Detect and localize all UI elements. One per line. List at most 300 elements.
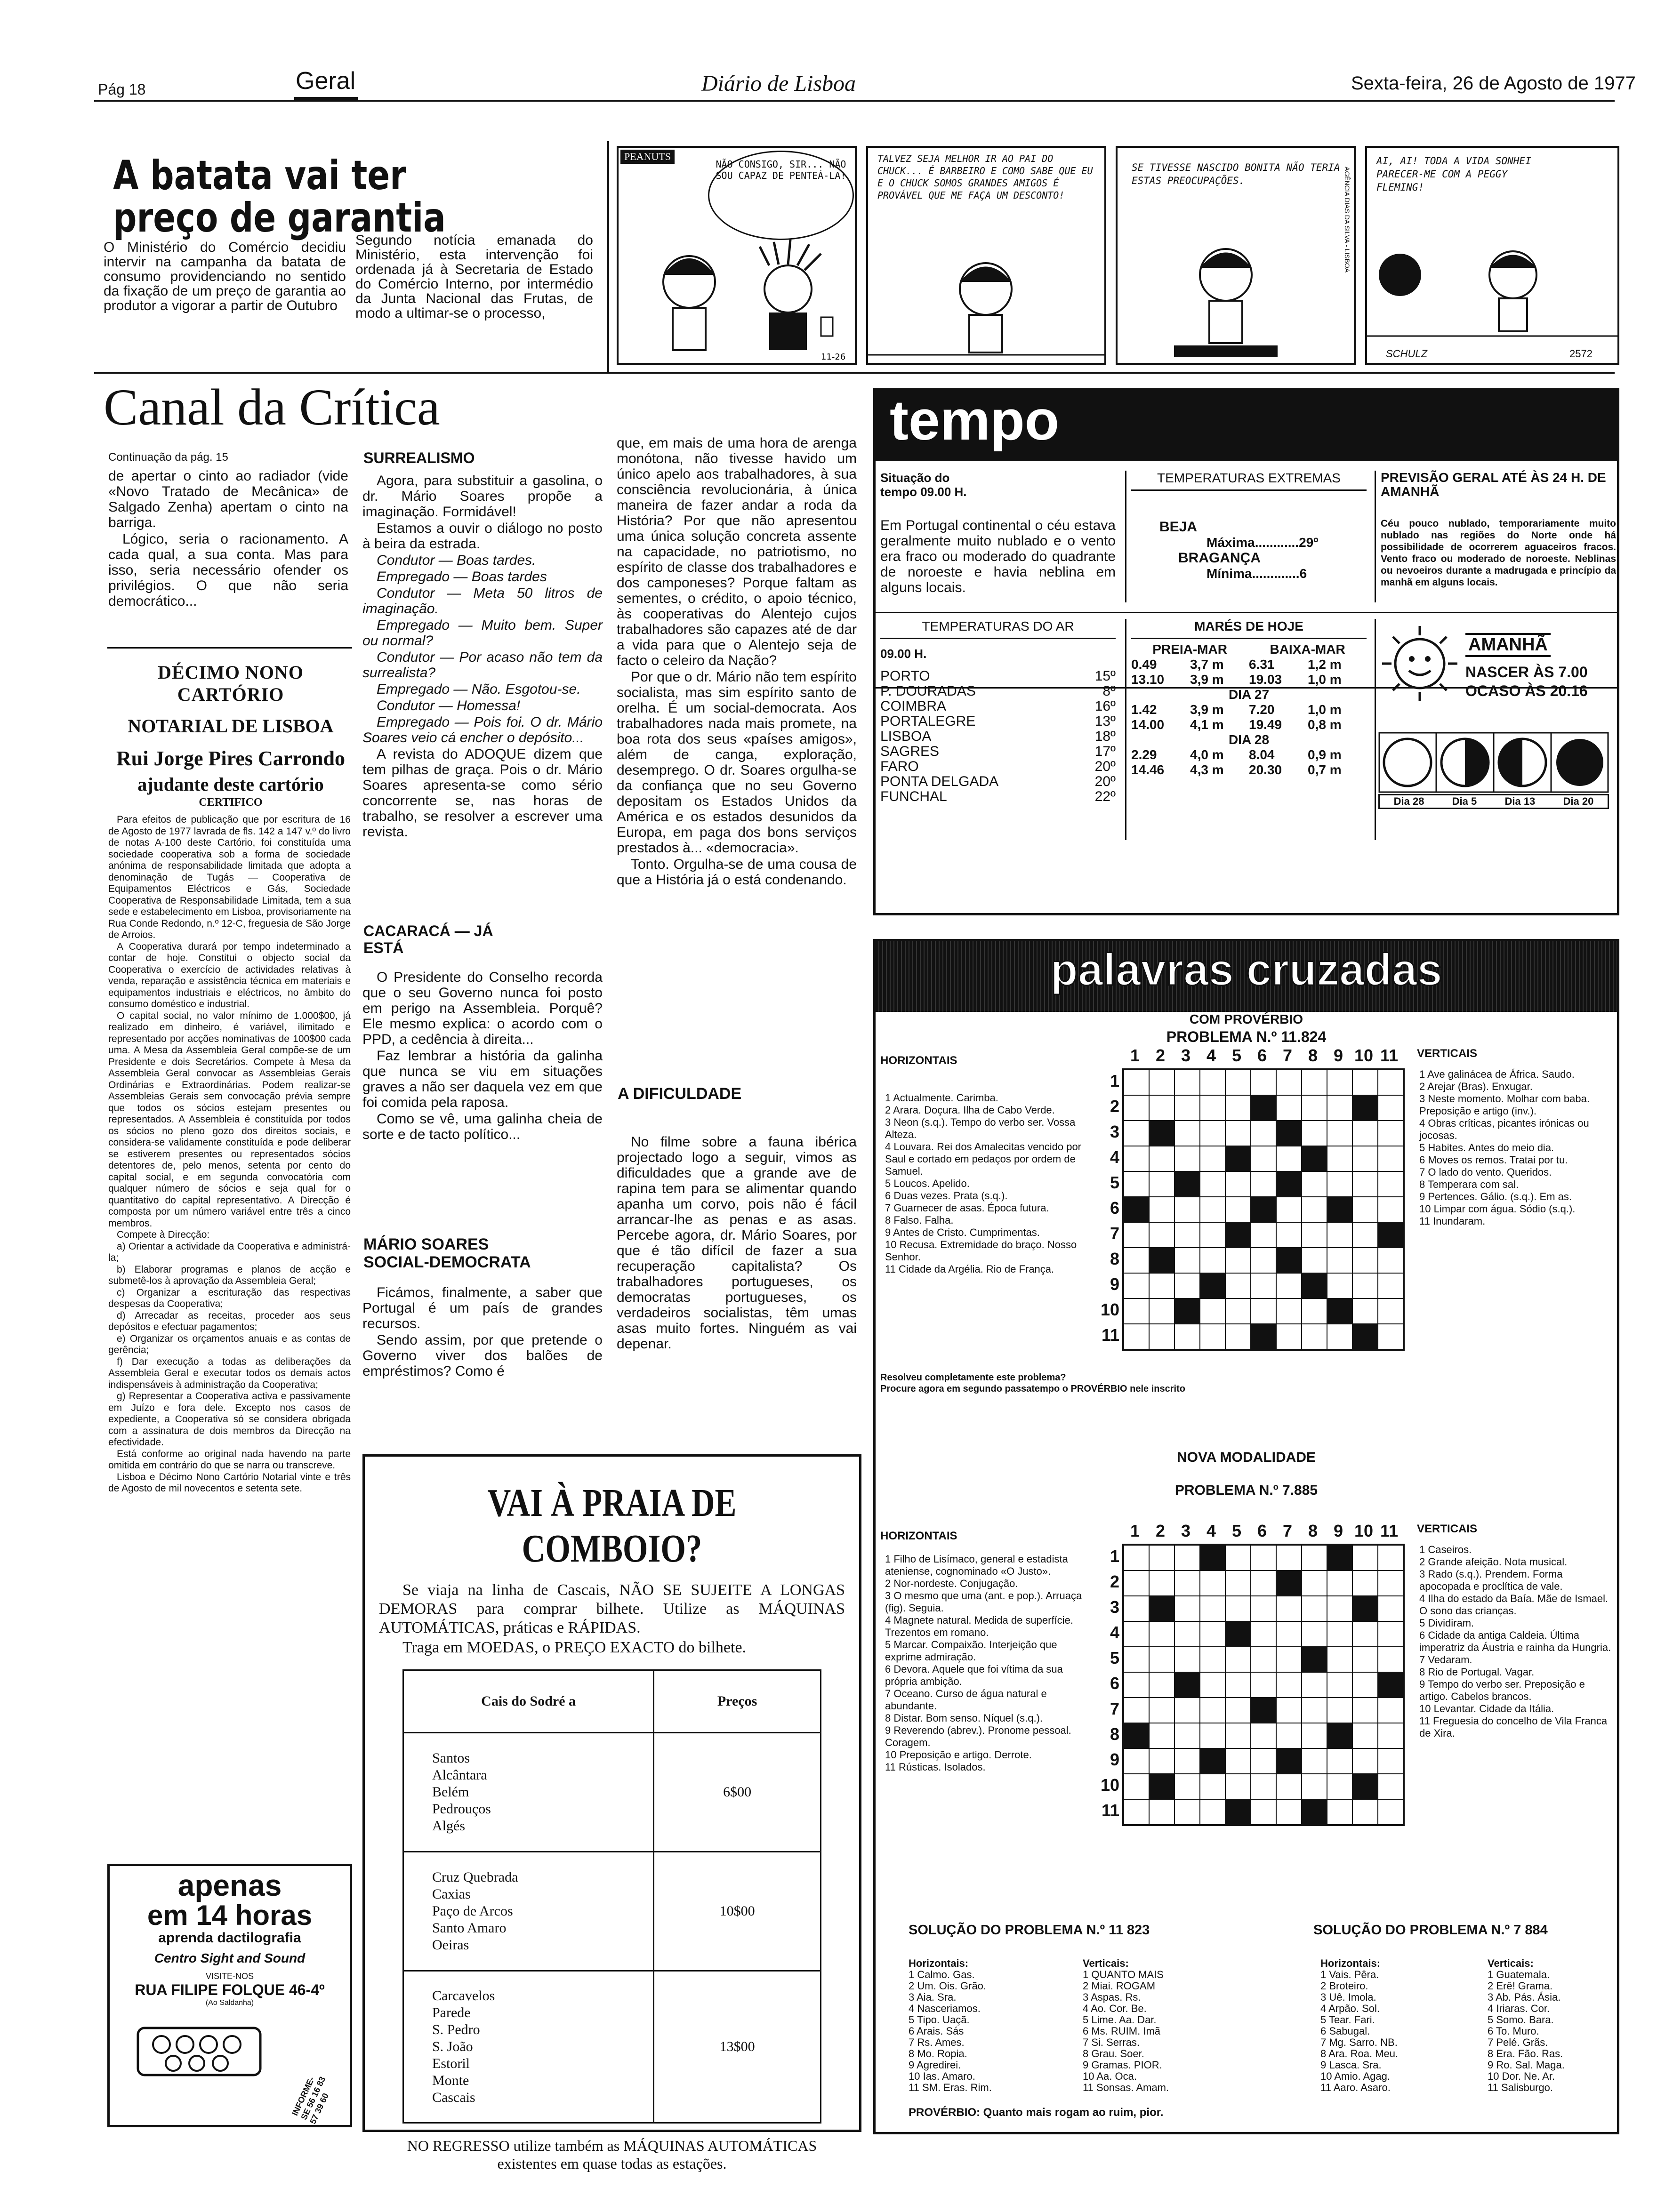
price-row: Cruz Quebrada Caxias Paço de Arcos Santo Amaro Oeiras 10$00	[403, 1852, 821, 1971]
grid-cell[interactable]	[1327, 1298, 1352, 1324]
grid-cell[interactable]	[1276, 1070, 1302, 1095]
grid-cell[interactable]	[1149, 1723, 1174, 1748]
grid-cell[interactable]	[1200, 1672, 1225, 1698]
p2-subtitle: NOVA MODALIDADE	[1177, 1450, 1316, 1465]
grid-cell[interactable]	[1124, 1095, 1149, 1121]
grid-cell[interactable]	[1174, 1672, 1200, 1698]
grid-cell[interactable]	[1378, 1171, 1403, 1197]
grid-cell[interactable]	[1200, 1222, 1225, 1248]
grid-cell[interactable]	[1174, 1146, 1200, 1171]
grid-cell[interactable]	[1124, 1248, 1149, 1273]
grid-cell[interactable]	[1276, 1774, 1302, 1799]
grid-cell[interactable]	[1352, 1647, 1378, 1672]
grid-cell[interactable]	[1378, 1748, 1403, 1774]
grid-cell[interactable]	[1200, 1748, 1225, 1774]
grid-cell[interactable]	[1149, 1222, 1174, 1248]
grid-cell[interactable]	[1174, 1698, 1200, 1723]
grid-cell[interactable]	[1251, 1571, 1276, 1596]
header-rule	[94, 100, 1615, 102]
grid-cell[interactable]	[1149, 1647, 1174, 1672]
grid-cell[interactable]	[1302, 1571, 1327, 1596]
grid-cell[interactable]	[1200, 1647, 1225, 1672]
grid-cell[interactable]	[1378, 1621, 1403, 1647]
comic-text-3: SE TIVESSE NASCIDO BONITA NÃO TERIA ESTAS PREOCUPAÇÕES.	[1132, 162, 1340, 186]
grid-cell[interactable]	[1378, 1095, 1403, 1121]
grid-cell[interactable]	[1251, 1723, 1276, 1748]
grid-cell[interactable]	[1302, 1748, 1327, 1774]
grid-cell[interactable]	[1200, 1095, 1225, 1121]
grid-cell[interactable]	[1352, 1298, 1378, 1324]
grid-cell[interactable]	[1302, 1146, 1327, 1171]
grid-cell[interactable]	[1276, 1095, 1302, 1121]
grid-cell[interactable]	[1378, 1146, 1403, 1171]
grid-cell[interactable]	[1174, 1171, 1200, 1197]
grid-cell[interactable]	[1225, 1774, 1251, 1799]
grid-cell[interactable]	[1378, 1723, 1403, 1748]
grid-cell[interactable]	[1225, 1621, 1251, 1647]
ar-row: PONTA DELGADA 20º	[880, 774, 1116, 789]
grid-cell[interactable]	[1327, 1171, 1352, 1197]
ad-visite: VISITE-NOS	[205, 1972, 254, 1981]
grid-cell[interactable]	[1302, 1298, 1327, 1324]
cacaraca-body: O Presidente do Conselho recorda que o seu Governo nunca foi posto em perigo na Assembleia. Porquê? Ele mesmo explica: o acordo com o PPD, a cedência à direita... Faz lembrar a história da galinha que nunca se viu em situações graves a não ser daquela vez em que foi comida pela raposa. Como se vê, uma galinha cheia de sorte e de tacto político...	[362, 970, 603, 1142]
grid-cell[interactable]	[1174, 1324, 1200, 1349]
grid-cell[interactable]	[1149, 1698, 1174, 1723]
grid-cell[interactable]	[1124, 1298, 1149, 1324]
crossword-grid-2[interactable]	[1122, 1544, 1405, 1826]
grid-cell[interactable]	[1174, 1273, 1200, 1298]
grid-cell[interactable]	[1251, 1121, 1276, 1146]
grid-cell[interactable]	[1251, 1248, 1276, 1273]
grid-cell[interactable]	[1327, 1748, 1352, 1774]
grid-cell[interactable]	[1378, 1298, 1403, 1324]
grid-cell[interactable]	[1352, 1596, 1378, 1621]
h-cacaraca: CACARACÁ — JÁ ESTÁ	[363, 922, 493, 956]
grid-cell[interactable]	[1225, 1647, 1251, 1672]
grid-cell[interactable]	[1327, 1672, 1352, 1698]
grid-cell[interactable]	[1174, 1774, 1200, 1799]
grid-cell[interactable]	[1225, 1698, 1251, 1723]
grid-cell[interactable]	[1225, 1723, 1251, 1748]
grid-cell[interactable]	[1352, 1799, 1378, 1825]
grid-cell[interactable]	[1124, 1748, 1149, 1774]
grid-cell[interactable]	[1225, 1070, 1251, 1095]
sol2-title: SOLUÇÃO DO PROBLEMA N.º 7 884	[1313, 1923, 1548, 1938]
grid-cell[interactable]	[1276, 1571, 1302, 1596]
grid-cell[interactable]	[1378, 1774, 1403, 1799]
tempo-title: tempo	[890, 389, 1059, 452]
grid-cell[interactable]	[1302, 1121, 1327, 1146]
dificuldade-body: No filme sobre a fauna ibérica projectado logo a seguir, vimos as dificuldades que a grande ave de rapina tem para se alimentar quando apanha um corvo, pois não é fácil arrancar-lhe as penas e as asas. Percebe agora, dr. Mário Soares, por que é tão difícil de fazer a sua recuperação capitalista? Os trabalhadores portugueses, os democratas portugueses, os verdadeiros socialistas, têm umas asas muito fortes. Ninguém as vai depenar.	[617, 1134, 857, 1352]
grid-cell[interactable]	[1200, 1698, 1225, 1723]
grid-cell[interactable]	[1352, 1774, 1378, 1799]
grid-cell[interactable]	[1251, 1698, 1276, 1723]
grid-cell[interactable]	[1276, 1298, 1302, 1324]
grid-cell[interactable]	[1302, 1197, 1327, 1222]
p1-question: Resolveu completamente este problema? Procure agora em segundo passatempo o PROVÉRBIO nele inscrito	[880, 1372, 1185, 1394]
grid-cell[interactable]	[1302, 1672, 1327, 1698]
grid-cell[interactable]	[1149, 1799, 1174, 1825]
grid-cell[interactable]	[1174, 1545, 1200, 1571]
ar-row: SAGRES 17º	[880, 744, 1116, 759]
p2-vert-label: VERTICAIS	[1417, 1523, 1478, 1535]
grid-cell[interactable]	[1225, 1748, 1251, 1774]
page-number: Pág 18	[98, 81, 146, 98]
grid-cell[interactable]	[1149, 1197, 1174, 1222]
mare-row: 2.29 4,0 m 8.04 0,9 m	[1131, 747, 1342, 762]
p2-vertical-clues: 1 Caseiros. 2 Grande afeição. Nota musical. 3 Rado (s.q.). Prendem. Forma apocopada e proclítica de vale. 4 Ilha do estado da Baía. Mãe de Ismael. O sono das crianças. 5 Dividiram. 6 Cidade da antiga Caldeia. Última imperatriz da Áustria e rainha da Hungria. 7 Vedaram. 8 Rio de Portugal. Vagar. 9 Tempo do verbo ser. Preposição e artigo. Cabelos brancos. 10 Levantar. Cidade da Itália. 11 Freguesia do concelho de Vila Franca de Xira.	[1419, 1544, 1611, 1739]
grid-cell[interactable]	[1352, 1171, 1378, 1197]
price-row: Carcavelos Parede S. Pedro S. João Estoril Monte Cascais 13$00	[403, 1971, 821, 2123]
grid-cell[interactable]	[1327, 1723, 1352, 1748]
grid-cell[interactable]	[1124, 1070, 1149, 1095]
comic-bubble-1: NÃO CONSIGO, SIR... NÃO SOU CAPAZ DE PENTEÁ-LA!	[708, 151, 854, 240]
canal-title: Canal da Crítica	[104, 378, 440, 436]
grid-cell[interactable]	[1276, 1273, 1302, 1298]
grid-cell[interactable]	[1200, 1171, 1225, 1197]
grid-cell[interactable]	[1200, 1596, 1225, 1621]
canal-continuation: Continuação da pág. 15	[108, 451, 228, 464]
grid-cell[interactable]	[1327, 1647, 1352, 1672]
comic-text-2: TALVEZ SEJA MELHOR IR AO PAI DO CHUCK... É BARBEIRO E COMO SABE QUE EU E O CHUCK SOMOS GRANDES AMIGOS É PROVÁVEL QUE ME FAÇA UM DESCONTO!	[877, 153, 1093, 201]
grid-cell[interactable]	[1327, 1248, 1352, 1273]
grid-cell[interactable]	[1200, 1146, 1225, 1171]
grid-cell[interactable]	[1149, 1571, 1174, 1596]
grid-cell[interactable]	[1302, 1095, 1327, 1121]
grid-cell[interactable]	[1174, 1799, 1200, 1825]
grid-cell[interactable]	[1327, 1324, 1352, 1349]
grid-cell[interactable]	[1378, 1799, 1403, 1825]
grid-cell[interactable]	[1251, 1324, 1276, 1349]
h-surrealismo: SURREALISMO	[363, 449, 475, 466]
grid-cell[interactable]	[1200, 1799, 1225, 1825]
grid-cell[interactable]	[1327, 1799, 1352, 1825]
grid-cell[interactable]	[1149, 1324, 1174, 1349]
grid-cell[interactable]	[1200, 1723, 1225, 1748]
grid-cell[interactable]	[1302, 1324, 1327, 1349]
grid-cell[interactable]	[1124, 1222, 1149, 1248]
grid-cell[interactable]	[1302, 1070, 1327, 1095]
masthead: Diário de Lisboa	[701, 71, 856, 96]
grid-cell[interactable]	[1327, 1146, 1352, 1171]
grid-cell[interactable]	[1352, 1273, 1378, 1298]
grid-cell[interactable]	[1124, 1197, 1149, 1222]
ad-line2: em 14 horas	[147, 1899, 313, 1931]
grid-cell[interactable]	[1302, 1273, 1327, 1298]
grid-cell[interactable]	[1174, 1723, 1200, 1748]
grid-cell[interactable]	[1225, 1222, 1251, 1248]
grid-cell[interactable]	[1276, 1171, 1302, 1197]
grid-cell[interactable]	[1124, 1647, 1149, 1672]
grid-cell[interactable]	[1124, 1596, 1149, 1621]
grid-cell[interactable]	[1225, 1121, 1251, 1146]
grid-cell[interactable]	[1124, 1545, 1149, 1571]
grid-cell[interactable]	[1378, 1647, 1403, 1672]
grid-cell[interactable]	[1378, 1545, 1403, 1571]
grid-cell[interactable]	[1302, 1774, 1327, 1799]
grid-cell[interactable]	[1251, 1197, 1276, 1222]
grid-cell[interactable]	[1251, 1774, 1276, 1799]
top-section-divider	[94, 372, 1615, 374]
situacao-col: Situação do tempo 09.00 H. Em Portugal continental o céu estava geralmente muito nublado e o vento era fraco ou moderado do quadrante de noroeste e havia neblina em alguns locais.	[880, 471, 1116, 595]
grid-cell[interactable]	[1378, 1324, 1403, 1349]
grid-cell[interactable]	[1200, 1121, 1225, 1146]
grid-cell[interactable]	[1327, 1222, 1352, 1248]
mare-row: 14.46 4,3 m 20.30 0,7 m	[1131, 762, 1342, 777]
grid-cell[interactable]	[1225, 1571, 1251, 1596]
grid-cell[interactable]	[1276, 1146, 1302, 1171]
grid-cell[interactable]	[1174, 1121, 1200, 1146]
grid-cell[interactable]	[1251, 1146, 1276, 1171]
grid-cell[interactable]	[1352, 1324, 1378, 1349]
mare-row: 14.00 4,1 m 19.49 0,8 m	[1131, 717, 1342, 732]
grid-cell[interactable]	[1276, 1197, 1302, 1222]
grid-cell[interactable]	[1200, 1248, 1225, 1273]
grid-cell[interactable]	[1352, 1672, 1378, 1698]
grid-cell[interactable]	[1302, 1698, 1327, 1723]
grid-cell[interactable]	[1251, 1298, 1276, 1324]
ad-line3: aprenda dactilografia	[158, 1930, 301, 1946]
grid-cell[interactable]	[1251, 1596, 1276, 1621]
comboio-footer: NO REGRESSO utilize também as MÁQUINAS AUTOMÁTICAS existentes em quase todas as estações.	[407, 2137, 817, 2172]
grid-cell[interactable]	[1276, 1596, 1302, 1621]
grid-cell[interactable]	[1327, 1121, 1352, 1146]
grid-cell[interactable]	[1327, 1698, 1352, 1723]
grid-cell[interactable]	[1124, 1324, 1149, 1349]
grid-cell[interactable]	[1327, 1197, 1352, 1222]
grid-cell[interactable]	[1276, 1545, 1302, 1571]
grid-cell[interactable]	[1378, 1121, 1403, 1146]
grid-cell[interactable]	[1352, 1621, 1378, 1647]
comic-credit: AGÊNCIA DIAS DA SILVA - LISBOA	[1343, 167, 1351, 273]
grid-cell[interactable]	[1352, 1146, 1378, 1171]
grid-cell[interactable]	[1149, 1298, 1174, 1324]
grid-cell[interactable]	[1174, 1298, 1200, 1324]
grid-cell[interactable]	[1302, 1647, 1327, 1672]
grid-cell[interactable]	[1251, 1647, 1276, 1672]
grid-cell[interactable]	[1276, 1621, 1302, 1647]
grid-cell[interactable]	[1302, 1171, 1327, 1197]
grid-cell[interactable]	[1124, 1146, 1149, 1171]
grid-cell[interactable]	[1225, 1171, 1251, 1197]
grid-cell[interactable]	[1124, 1121, 1149, 1146]
grid-cell[interactable]	[1276, 1324, 1302, 1349]
grid-cell[interactable]	[1378, 1596, 1403, 1621]
grid-cell[interactable]	[1302, 1222, 1327, 1248]
grid-cell[interactable]	[1124, 1698, 1149, 1723]
grid-cell[interactable]	[1302, 1248, 1327, 1273]
grid-cell[interactable]	[1378, 1248, 1403, 1273]
grid-cell[interactable]	[1174, 1248, 1200, 1273]
grid-cell[interactable]	[1200, 1571, 1225, 1596]
grid-cell[interactable]	[1302, 1596, 1327, 1621]
p1-row-numbers: 1 2 3 4 5 6 7 8 9 10 11	[1100, 1071, 1119, 1345]
grid-cell[interactable]	[1225, 1273, 1251, 1298]
grid-cell[interactable]	[1276, 1248, 1302, 1273]
grid-cell[interactable]	[1124, 1799, 1149, 1825]
grid-cell[interactable]	[1149, 1596, 1174, 1621]
grid-cell[interactable]	[1327, 1621, 1352, 1647]
grid-cell[interactable]	[1174, 1571, 1200, 1596]
grid-cell[interactable]	[1378, 1197, 1403, 1222]
grid-cell[interactable]	[1225, 1545, 1251, 1571]
mares-col: MARÉS DE HOJE PREIA-MAR BAIXA-MAR 0.49 3,7 m 6.31 1,2 m 13.10 3,9 m 19.03 1,0 m DIA 27 1.42 3,9 m 7.20 1,0 m 14.00 4,1 m 19.49 0,8 m DIA 28 2.29 4,0 m 8.04 0,9 m 14.46 4,3 m 20.30 0,7 m	[1125, 619, 1367, 840]
grid-cell[interactable]	[1200, 1324, 1225, 1349]
p2-title: PROBLEMA N.º 7.885	[1174, 1483, 1318, 1498]
grid-cell[interactable]	[1124, 1571, 1149, 1596]
col1-rule	[107, 647, 352, 649]
grid-cell[interactable]	[1149, 1146, 1174, 1171]
grid-cell[interactable]	[1174, 1596, 1200, 1621]
comic-panel-3	[1116, 146, 1356, 365]
grid-cell[interactable]	[1225, 1146, 1251, 1171]
comic-strip	[617, 146, 1619, 372]
comic-panel-4	[1365, 146, 1619, 365]
grid-cell[interactable]	[1174, 1621, 1200, 1647]
grid-cell[interactable]	[1276, 1222, 1302, 1248]
grid-cell[interactable]	[1149, 1672, 1174, 1698]
grid-cell[interactable]	[1149, 1171, 1174, 1197]
grid-cell[interactable]	[1302, 1545, 1327, 1571]
grid-cell[interactable]	[1251, 1222, 1276, 1248]
sol1-vertical: Verticais: 1 QUANTO MAIS 2 Miai. ROGAM 3 Aspas. Rs. 4 Ao. Cor. Be. 5 Lime. Aa. Dar. 6 Ms. RUIM. Imã 7 Si. Serras. 8 Grau. Soer. 9 Gramas. PIOR. 10 Aa. Oca. 11 Sonsas. Amam.	[1083, 1957, 1169, 2093]
grid-cell[interactable]	[1174, 1222, 1200, 1248]
grid-cell[interactable]	[1149, 1748, 1174, 1774]
grid-cell[interactable]	[1327, 1273, 1352, 1298]
grid-cell[interactable]	[1251, 1171, 1276, 1197]
grid-cell[interactable]	[1378, 1222, 1403, 1248]
grid-cell[interactable]	[1149, 1273, 1174, 1298]
sol2-horizontal: Horizontais: 1 Vais. Pêra. 2 Broteiro. 3 Uê. Imola. 4 Arpão. Sol. 5 Tear. Fari. 6 Sabugal. 7 Mg. Sarro. NB. 8 Ara. Roa. Meu. 9 Lasca. Sra. 10 Amio. Agag. 11 Aaro. Asaro.	[1320, 1957, 1399, 2093]
grid-cell[interactable]	[1124, 1273, 1149, 1298]
grid-cell[interactable]	[1124, 1723, 1149, 1748]
grid-cell[interactable]	[1200, 1273, 1225, 1298]
grid-cell[interactable]	[1149, 1248, 1174, 1273]
sol1-title: SOLUÇÃO DO PROBLEMA N.º 11 823	[909, 1923, 1150, 1938]
grid-cell[interactable]	[1352, 1197, 1378, 1222]
grid-cell[interactable]	[1251, 1748, 1276, 1774]
grid-cell[interactable]	[1302, 1621, 1327, 1647]
grid-cell[interactable]	[1124, 1171, 1149, 1197]
moon-days: Dia 28 Dia 5 Dia 13 Dia 20	[1378, 794, 1609, 809]
grid-cell[interactable]	[1200, 1298, 1225, 1324]
grid-cell[interactable]	[1352, 1222, 1378, 1248]
grid-cell[interactable]	[1149, 1621, 1174, 1647]
grid-cell[interactable]	[1225, 1799, 1251, 1825]
grid-cell[interactable]	[1302, 1723, 1327, 1748]
grid-cell[interactable]	[1251, 1070, 1276, 1095]
grid-cell[interactable]	[1200, 1197, 1225, 1222]
grid-cell[interactable]	[1276, 1647, 1302, 1672]
grid-cell[interactable]	[1225, 1095, 1251, 1121]
grid-cell[interactable]	[1225, 1672, 1251, 1698]
grid-cell[interactable]	[1352, 1748, 1378, 1774]
grid-cell[interactable]	[1149, 1121, 1174, 1146]
grid-cell[interactable]	[1174, 1070, 1200, 1095]
p1-horiz-label: HORIZONTAIS	[880, 1054, 957, 1067]
grid-cell[interactable]	[1352, 1248, 1378, 1273]
grid-cell[interactable]	[1149, 1545, 1174, 1571]
grid-cell[interactable]	[1352, 1571, 1378, 1596]
comic-drawing-4	[1367, 209, 1619, 364]
grid-cell[interactable]	[1225, 1596, 1251, 1621]
grid-cell[interactable]	[1149, 1774, 1174, 1799]
grid-cell[interactable]	[1124, 1621, 1149, 1647]
grid-cell[interactable]	[1200, 1070, 1225, 1095]
grid-cell[interactable]	[1149, 1070, 1174, 1095]
grid-cell[interactable]	[1124, 1774, 1149, 1799]
grid-cell[interactable]	[1327, 1774, 1352, 1799]
grid-cell[interactable]	[1200, 1774, 1225, 1799]
grid-cell[interactable]	[1276, 1698, 1302, 1723]
grid-cell[interactable]	[1200, 1545, 1225, 1571]
cruzadas-title: palavras cruzadas	[1050, 945, 1442, 995]
grid-cell[interactable]	[1251, 1545, 1276, 1571]
crossword-grid-1[interactable]	[1122, 1068, 1405, 1351]
comic-drawing-3	[1118, 218, 1356, 364]
grid-cell[interactable]	[1276, 1121, 1302, 1146]
grid-cell[interactable]	[1276, 1672, 1302, 1698]
grid-cell[interactable]	[1352, 1070, 1378, 1095]
p2-row-numbers: 1 2 3 4 5 6 7 8 9 10 11	[1100, 1547, 1119, 1820]
grid-cell[interactable]	[1302, 1799, 1327, 1825]
ad-phone: INFORME-SE 56 16 83 57 39 60	[290, 2075, 331, 2126]
grid-cell[interactable]	[1200, 1621, 1225, 1647]
grid-cell[interactable]	[1378, 1672, 1403, 1698]
grid-cell[interactable]	[1352, 1698, 1378, 1723]
grid-cell[interactable]	[1327, 1095, 1352, 1121]
comboio-table-wrap	[402, 1669, 821, 2124]
grid-cell[interactable]	[1174, 1647, 1200, 1672]
grid-cell[interactable]	[1327, 1596, 1352, 1621]
grid-cell[interactable]	[1174, 1748, 1200, 1774]
grid-cell[interactable]	[1225, 1324, 1251, 1349]
grid-cell[interactable]	[1251, 1621, 1276, 1647]
grid-cell[interactable]	[1352, 1723, 1378, 1748]
grid-cell[interactable]	[1251, 1273, 1276, 1298]
grid-cell[interactable]	[1124, 1672, 1149, 1698]
grid-cell[interactable]	[1276, 1723, 1302, 1748]
grid-cell[interactable]	[1352, 1121, 1378, 1146]
grid-cell[interactable]	[1378, 1273, 1403, 1298]
ar-row: COIMBRA 16º	[880, 698, 1116, 714]
comic-signature: SCHULZ	[1386, 348, 1428, 360]
grid-cell[interactable]	[1378, 1571, 1403, 1596]
peanuts-logo: PEANUTS	[620, 150, 675, 164]
grid-cell[interactable]	[1149, 1095, 1174, 1121]
grid-cell[interactable]	[1225, 1197, 1251, 1222]
grid-cell[interactable]	[1225, 1248, 1251, 1273]
grid-cell[interactable]	[1327, 1545, 1352, 1571]
grid-cell[interactable]	[1352, 1545, 1378, 1571]
grid-cell[interactable]	[1276, 1799, 1302, 1825]
grid-cell[interactable]	[1276, 1748, 1302, 1774]
amanha-label: AMANHÃ	[1465, 633, 1551, 657]
grid-cell[interactable]	[1251, 1799, 1276, 1825]
grid-cell[interactable]	[1174, 1095, 1200, 1121]
grid-cell[interactable]	[1378, 1070, 1403, 1095]
grid-cell[interactable]	[1174, 1197, 1200, 1222]
grid-cell[interactable]	[1327, 1070, 1352, 1095]
grid-cell[interactable]	[1251, 1095, 1276, 1121]
th-precos: Preços	[654, 1670, 821, 1733]
grid-cell[interactable]	[1327, 1571, 1352, 1596]
grid-cell[interactable]	[1352, 1095, 1378, 1121]
grid-cell[interactable]	[1378, 1698, 1403, 1723]
grid-cell[interactable]	[1225, 1298, 1251, 1324]
grid-cell[interactable]	[1251, 1672, 1276, 1698]
batata-headline: A batata vai ter preço de garantia	[113, 152, 446, 241]
